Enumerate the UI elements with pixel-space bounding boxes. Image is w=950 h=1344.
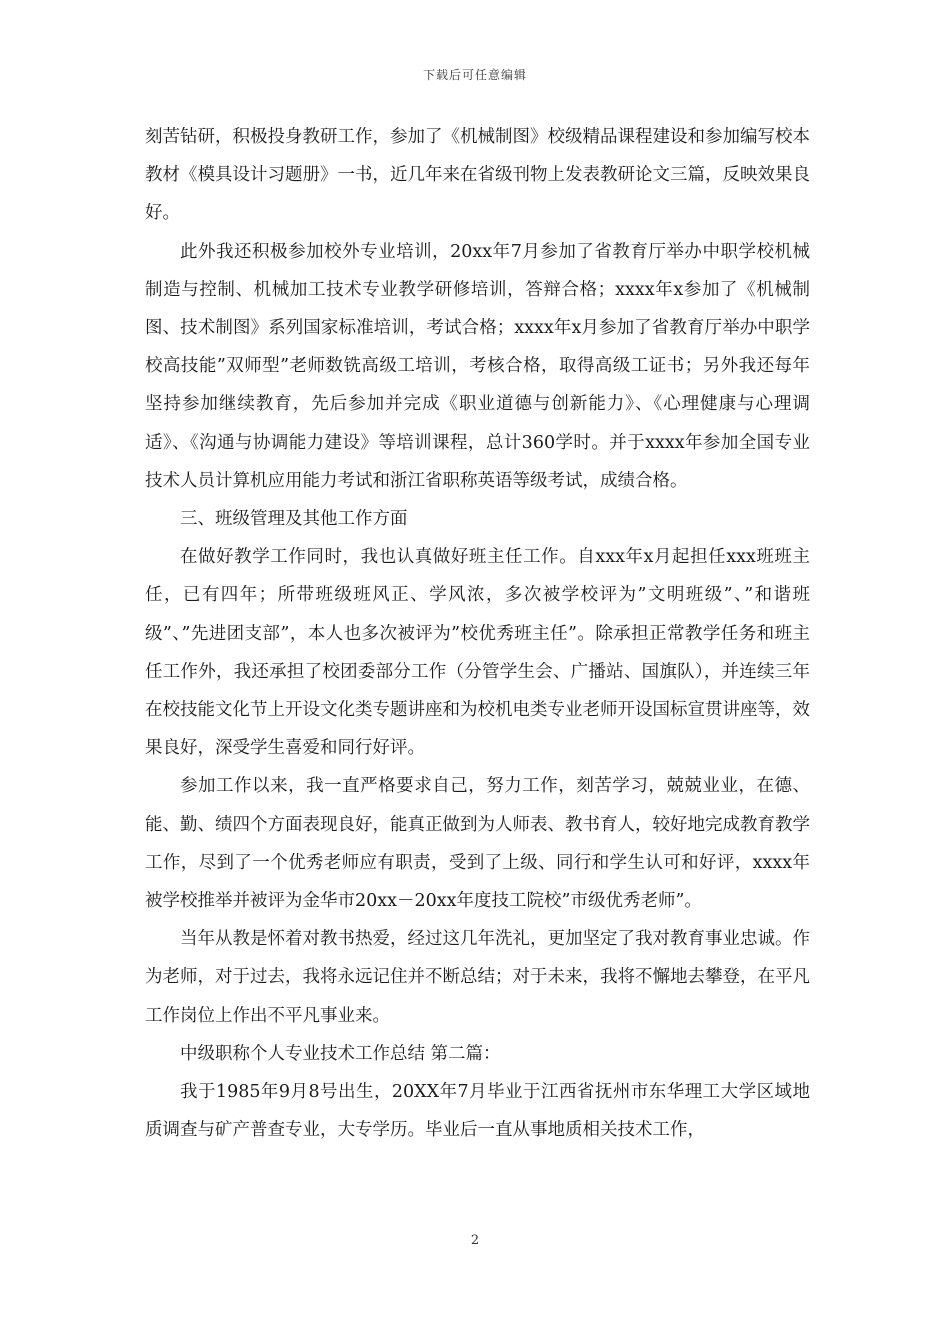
- paragraph-training: 此外我还积极参加校外专业培训，20xx年7月参加了省教育厅举办中职学校机械制造与控制、机械加工技术专业教学研修培训，答辩合格；xxxx年x参加了《机械制图、技术制图》系列国家标准培训，考试合格；xxxx年x月参加了省教育厅举办中职学校高技能”双师型”老师数铣高级工培训，考核合格，取得高级工证书；另外我还每年坚持参加继续教育，先后参加并完成《职业道德与创新能力》、《心理健康与心理调适》、《沟通与协调能力建设》等培训课程，总计360学时。并于xxxx年参加全国专业技术人员计算机应用能力考试和浙江省职称英语等级考试，成绩合格。: [145, 241, 810, 491]
- page-number: 2: [470, 1233, 480, 1248]
- paragraph-class-management: 在做好教学工作同时，我也认真做好班主任工作。自xxx年x月起担任xxx班班主任，已有四年；所带班级班风正、学风浓，多次被学校评为”文明班级”、”和谐班级”、”先进团支部”，本人也多次被评为”校优秀班主任”。除承担正常教学任务和班主任工作外，我还承担了校团委部分工作（分管学生会、广播站、国旗队），并连续三年在校技能文化节上开设文化类专题讲座和为校机电类专业老师开设国标宣贯讲座等，效果良好，深受学生喜爱和同行好评。: [145, 547, 810, 759]
- header-note: 下载后可任意编辑: [422, 68, 527, 82]
- section-heading: 三、班级管理及其他工作方面: [180, 509, 408, 530]
- document-body: [145, 118, 810, 1149]
- paragraph-work-performance: 参加工作以来，我一直严格要求自己，努力工作，刻苦学习，兢兢业业，在德、能、勤、绩四个方面表现良好，能真正做到为人师表、教书育人，较好地完成教育教学工作，尽到了一个优秀老师应有职责，受到了上级、同行和学生认可和好评，xxxx年被学校推举并被评为金华市20xx－20xx年度技工院校”市级优秀老师”。: [145, 776, 810, 912]
- paragraph-continuation: 刻苦钻研，积极投身教研工作，参加了《机械制图》校级精品课程建设和参加编写校本教材《模具设计习题册》一书，近几年来在省级刊物上发表教研论文三篇，反映效果良好。: [145, 127, 810, 224]
- paragraph-second-article-intro: 我于1985年9月8号出生，20XX年7月毕业于江西省抚州市东华理工大学区域地质调查与矿产普查专业，大专学历。毕业后一直从事地质相关技术工作，: [145, 1082, 810, 1141]
- second-article-title: 中级职称个人专业技术工作总结 第二篇：: [180, 1043, 501, 1064]
- paragraph-conclusion: 当年从教是怀着对教书热爱，经过这几年洗礼，更加坚定了我对教育事业忠诚。作为老师，对于过去，我将永远记住并不断总结；对于未来，我将不懈地去攀登，在平凡工作岗位上作出不平凡事业来。: [145, 929, 810, 1026]
